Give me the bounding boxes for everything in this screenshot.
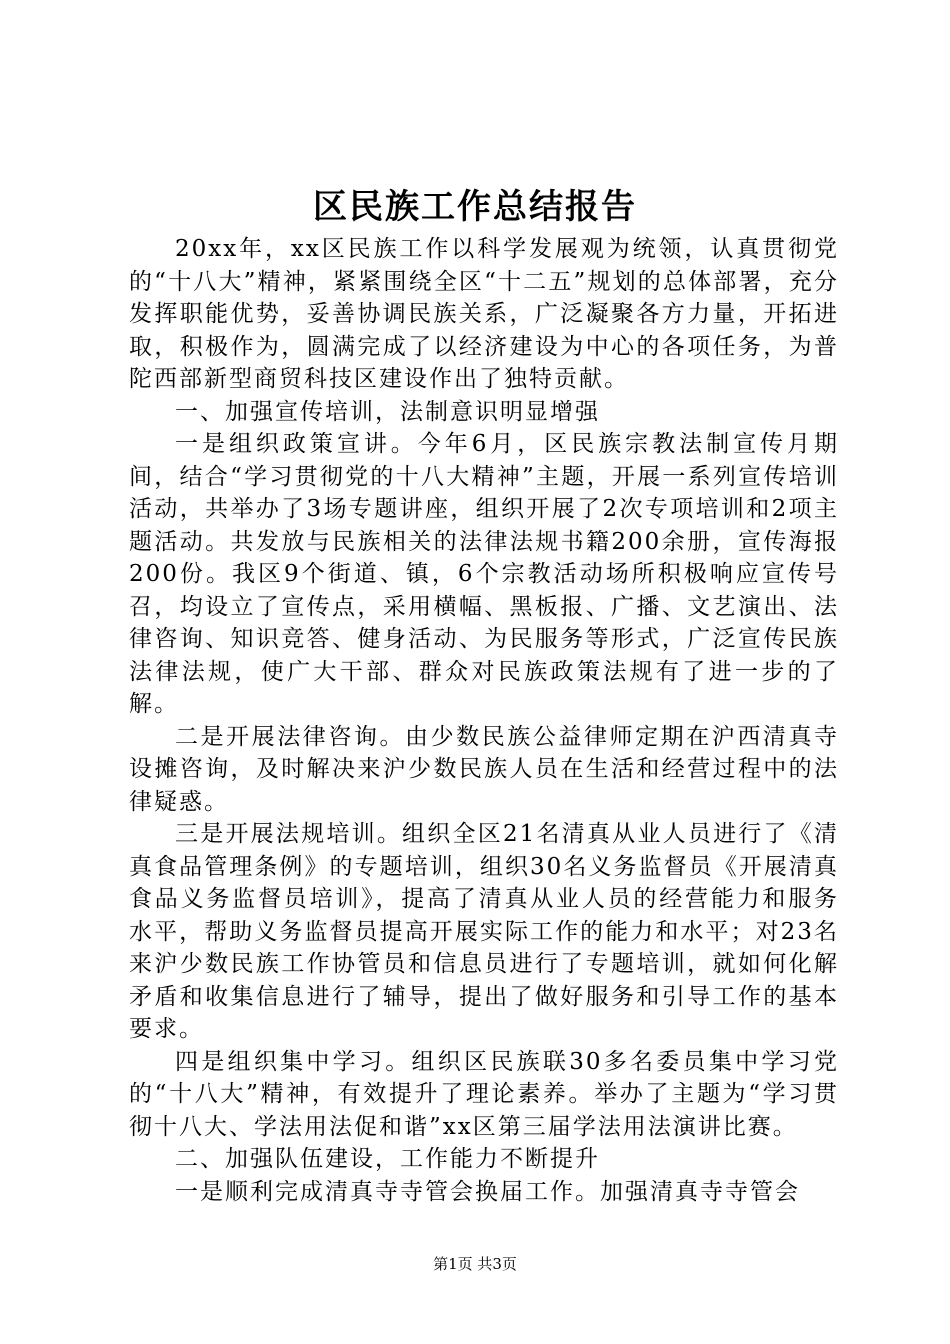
paragraph-intro: 20xx年，xx区民族工作以科学发展观为统领，认真贯彻党的“十八大”精神，紧紧围绕全区“十二五”规划的总体部署，充分发挥职能优势，妥善协调民族关系，广泛凝聚各方力量，开拓进取，积极作为，圆满完成了以经济建设为中心的各项任务，为普陀西部新型商贸科技区建设作出了独特贡献。 — [129, 236, 839, 392]
page-title: 区民族工作总结报告 — [313, 187, 637, 227]
paragraph-regulation-training: 三是开展法规培训。组织全区21名清真从业人员进行了《清真食品管理条例》的专题培训，组织30名义务监督员《开展清真食品义务监督员培训》，提高了清真从业人员的经营能力和服务水平，帮助义务监督员提高开展实际工作的能力和水平；对23名来沪少数民族工作协管员和信息员进行了专题培训，就如何化解矛盾和收集信息进行了辅导，提出了做好服务和引导工作的基本要求。 — [129, 821, 839, 1042]
page-number-footer: 第1页 共3页 — [433, 1255, 517, 1273]
section-heading-2: 二、加强队伍建设，工作能力不断提升 — [175, 1146, 600, 1172]
paragraph-policy-lectures: 一是组织政策宣讲。今年6月，区民族宗教法制宣传月期间，结合“学习贯彻党的十八大精神”主题，开展一系列宣传培训活动，共举办了3场专题讲座，组织开展了2次专项培训和2项主题活动。共发放与民族相关的法律法规书籍200余册，宣传海报200份。我区9个街道、镇，6个宗教活动场所积极响应宣传号召，均设立了宣传点，采用横幅、黑板报、广播、文艺演出、法律咨询、知识竞答、健身活动、为民服务等形式，广泛宣传民族法律法规，使广大干部、群众对民族政策法规有了进一步的了解。 — [129, 431, 839, 717]
paragraph-group-study: 四是组织集中学习。组织区民族联30多名委员集中学习党的“十八大”精神，有效提升了理论素养。举办了主题为“学习贯彻十八大、学法用法促和谐”xx区第三届学法用法演讲比赛。 — [129, 1048, 839, 1140]
document-body — [129, 233, 839, 1208]
paragraph-mosque-committee: 一是顺利完成清真寺寺管会换届工作。加强清真寺寺管会 — [175, 1178, 800, 1205]
paragraph-legal-consultation: 二是开展法律咨询。由少数民族公益律师定期在沪西清真寺设摊咨询，及时解决来沪少数民族人员在生活和经营过程中的法律疑惑。 — [129, 723, 839, 815]
section-heading-1: 一、加强宣传培训，法制意识明显增强 — [175, 398, 600, 425]
